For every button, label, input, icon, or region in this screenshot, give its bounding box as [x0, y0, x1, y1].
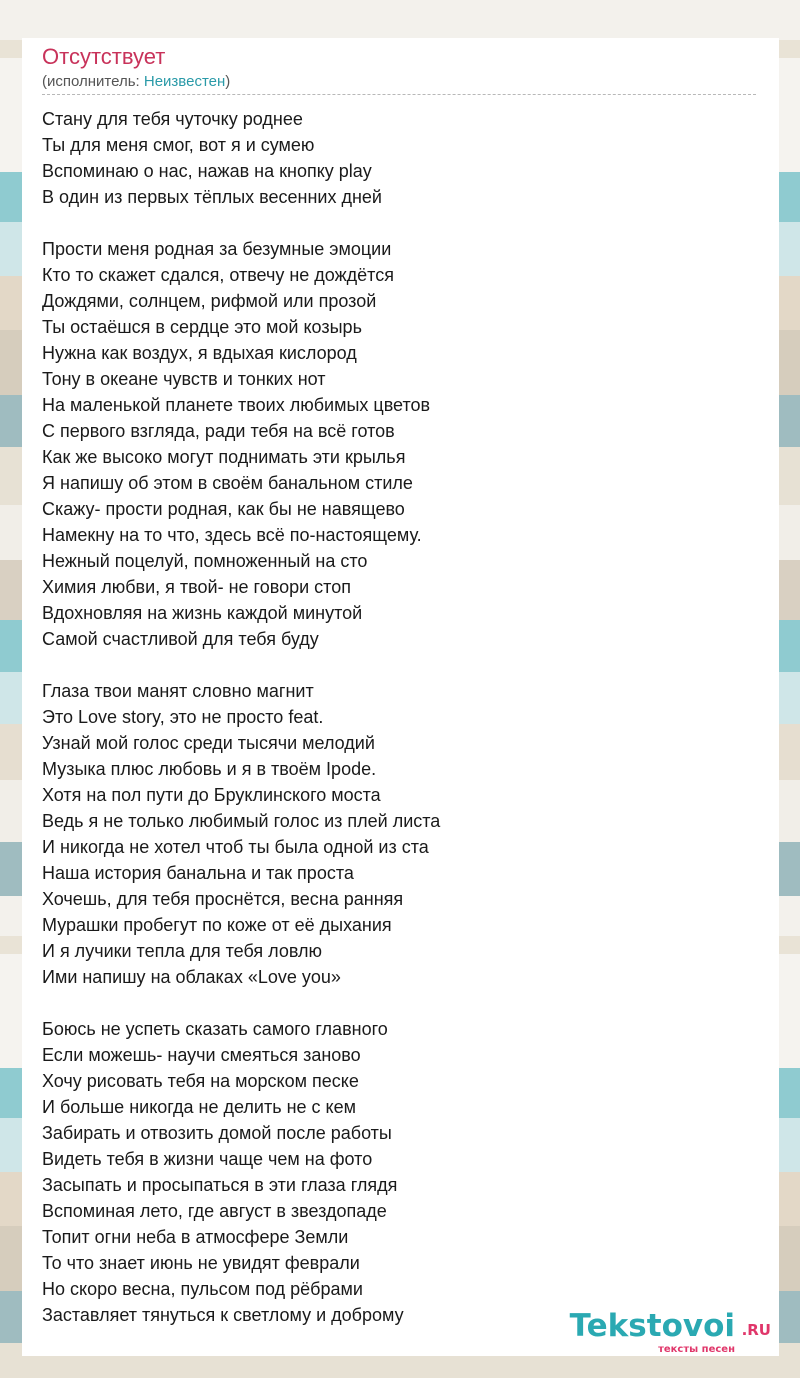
lyric-line: Ты остаёшся в сердце это мой козырь [42, 317, 362, 337]
lyric-line: Кто то скажет сдался, отвечу не дождётся [42, 265, 394, 285]
logo-domain: .RU [741, 1321, 771, 1339]
lyric-line: Самой счастливой для тебя буду [42, 629, 319, 649]
artist-link[interactable]: Неизвестен [143, 73, 226, 90]
lyric-line: Наша история банальна и так проста [42, 863, 354, 883]
divider [42, 94, 756, 95]
logo-wordmark: Tekstovoi [569, 1308, 735, 1344]
lyric-line: Боюсь не успеть сказать самого главного [42, 1019, 388, 1039]
lyric-line: Музыка плюс любовь и я в твоём Ipode. [42, 759, 377, 779]
lyric-line: Узнай мой голос среди тысячи мелодий [42, 733, 375, 753]
lyric-line: Стану для тебя чуточку роднее [42, 109, 303, 129]
lyric-line: И я лучики тепла для тебя ловлю [42, 941, 323, 961]
lyric-line: И больше никогда не делить не с кем [42, 1097, 357, 1117]
lyric-line: Нежный поцелуй, помноженный на сто [42, 551, 368, 571]
lyrics-card [22, 38, 779, 1356]
lyric-line: Вдохновляя на жизнь каждой минутой [42, 603, 363, 623]
lyric-line: Химия любви, я твой- не говори стоп [42, 577, 351, 597]
lyric-line: Ими напишу на облаках «Love you» [42, 967, 341, 987]
lyrics-stanza [42, 1016, 756, 1328]
lyric-line: Дождями, солнцем, рифмой или прозой [42, 291, 377, 311]
lyric-line: Это Love story, это не просто feat. [42, 707, 324, 727]
artist-prefix: (исполнитель: [42, 73, 144, 90]
lyric-line: В один из первых тёплых весенних дней [42, 187, 382, 207]
lyric-line: С первого взгляда, ради тебя на всё готов [42, 421, 395, 441]
lyric-line: И никогда не хотел чтоб ты была одной из ста [42, 837, 429, 857]
lyric-line: Вспоминаю о нас, нажав на кнопку play [42, 161, 372, 181]
lyrics-body [42, 106, 756, 1354]
lyric-line: Намекну на то что, здесь всё по-настоящему. [42, 525, 422, 545]
artist-line [42, 73, 230, 90]
lyric-line: Заставляет тянуться к светлому и доброму [42, 1305, 404, 1325]
lyric-line: Ты для меня смог, вот я и сумею [42, 135, 315, 155]
lyric-line: Видеть тебя в жизни чаще чем на фото [42, 1149, 373, 1169]
lyric-line: Но скоро весна, пульсом под рёбрами [42, 1279, 363, 1299]
lyric-line: Если можешь- научи смеяться заново [42, 1045, 361, 1065]
lyric-line: Мурашки пробегут по коже от её дыхания [42, 915, 392, 935]
lyric-line: Тону в океане чувств и тонких нот [42, 369, 326, 389]
lyric-line: Вспоминая лето, где август в звездопаде [42, 1201, 387, 1221]
lyric-line: Ведь я не только любимый голос из плей листа [42, 811, 441, 831]
lyric-line: Как же высоко могут поднимать эти крылья [42, 447, 406, 467]
lyrics-stanza [42, 678, 756, 990]
lyric-line: То что знает июнь не увидят феврали [42, 1253, 360, 1273]
logo-tagline: тексты песен [658, 1344, 735, 1355]
lyric-line: На маленькой планете твоих любимых цветов [42, 395, 431, 415]
lyric-line: Скажу- прости родная, как бы не навящево [42, 499, 405, 519]
lyric-line: Топит огни неба в атмосфере Земли [42, 1227, 349, 1247]
lyric-line: Прости меня родная за безумные эмоции [42, 239, 392, 259]
lyric-line: Забирать и отвозить домой после работы [42, 1123, 392, 1143]
lyrics-stanza [42, 236, 756, 652]
lyric-line: Хочешь, для тебя проснётся, весна ранняя [42, 889, 404, 909]
song-title: Отсутствует [42, 44, 166, 69]
lyric-line: Хотя на пол пути до Бруклинского моста [42, 785, 381, 805]
lyric-line: Глаза твои манят словно магнит [42, 681, 314, 701]
lyric-line: Засыпать и просыпаться в эти глаза глядя [42, 1175, 398, 1195]
artist-suffix: ) [225, 73, 231, 90]
lyric-line: Хочу рисовать тебя на морском песке [42, 1071, 359, 1091]
lyrics-stanza [42, 106, 756, 210]
lyric-line: Нужна как воздух, я вдыхая кислород [42, 343, 357, 363]
site-logo[interactable] [561, 1308, 771, 1356]
lyric-line: Я напишу об этом в своём банальном стиле [42, 473, 413, 493]
